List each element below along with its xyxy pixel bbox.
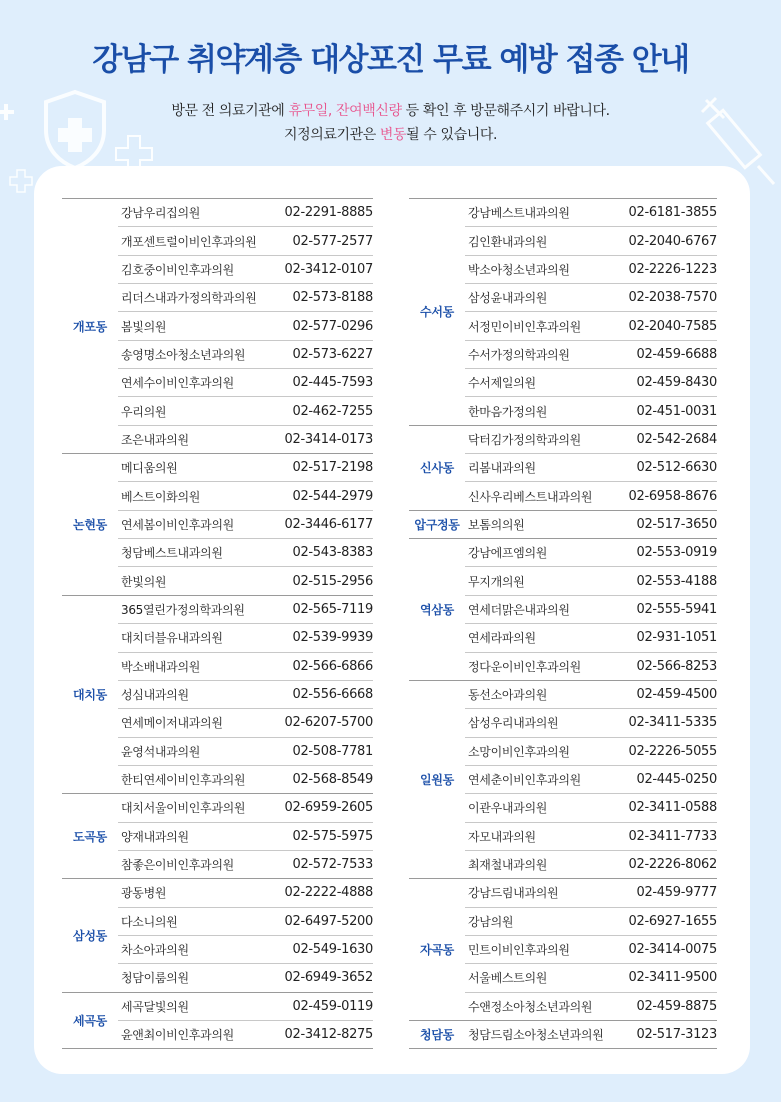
clinic-name: 박소아청소년과의원 [465,255,621,283]
clinic-name: 동선소아과의원 [465,680,621,708]
clinic-phone: 02-553-0919 [621,539,717,567]
clinic-phone: 02-459-6688 [621,340,717,368]
clinic-name: 강남에프엠의원 [465,539,621,567]
dong-label: 수서동 [409,199,465,426]
clinic-name: 윤영석내과의원 [118,737,278,765]
clinic-name: 한마음가정의원 [465,397,621,425]
clinic-row [62,199,373,227]
clinic-phone: 02-517-2198 [278,454,373,482]
clinic-name: 차소아과의원 [118,935,278,963]
clinic-name: 세곡달빛의원 [118,992,278,1020]
clinic-phone: 02-2291-8885 [278,199,373,227]
clinic-name: 대치더블유내과의원 [118,624,278,652]
clinic-name: 정다운이비인후과의원 [465,652,621,680]
clinic-name: 김인환내과의원 [465,227,621,255]
clinic-phone: 02-572-7533 [278,850,373,878]
clinic-phone: 02-3411-7733 [621,822,717,850]
clinic-name: 리봄내과의원 [465,454,621,482]
clinic-phone: 02-2038-7570 [621,284,717,312]
clinic-name: 봄빛의원 [118,312,278,340]
clinic-name: 박소배내과의원 [118,652,278,680]
clinic-name: 연세춘이비인후과의원 [465,765,621,793]
clinic-name: 연세라파의원 [465,624,621,652]
clinic-name: 이관우내과의원 [465,794,621,822]
page-title: 강남구 취약계층 대상포진 무료 예방 접종 안내 [92,42,689,78]
clinic-row [409,539,717,567]
clinic-phone: 02-3412-0107 [278,255,373,283]
clinic-name: 강남베스트내과의원 [465,199,621,227]
clinic-phone: 02-2226-5055 [621,737,717,765]
clinic-phone: 02-566-6866 [278,652,373,680]
notice-highlight: 휴무일, 잔여백신량 [288,103,402,119]
clinic-row [409,680,717,708]
clinic-phone: 02-3446-6177 [278,510,373,538]
clinic-phone: 02-556-6668 [278,680,373,708]
clinic-row [409,879,717,907]
clinic-phone: 02-6958-8676 [621,482,717,510]
clinic-row [409,425,717,453]
clinic-name: 연세수이비인후과의원 [118,369,278,397]
clinic-name: 광동병원 [118,879,278,907]
clinic-phone: 02-544-2979 [278,482,373,510]
clinic-phone: 02-539-9939 [278,624,373,652]
clinic-phone: 02-6927-1655 [621,907,717,935]
clinic-name: 서정민이비인후과의원 [465,312,621,340]
clinic-phone: 02-508-7781 [278,737,373,765]
clinic-phone: 02-6959-2605 [278,794,373,822]
clinic-phone: 02-553-4188 [621,567,717,595]
clinic-row [409,199,717,227]
clinic-phone: 02-451-0031 [621,397,717,425]
clinic-phone: 02-555-5941 [621,595,717,623]
clinic-name: 한티연세이비인후과의원 [118,765,278,793]
clinic-name: 조은내과의원 [118,425,278,453]
clinic-phone: 02-3411-0588 [621,794,717,822]
clinic-name: 개포센트럴이비인후과의원 [118,227,278,255]
clinic-phone: 02-577-0296 [278,312,373,340]
clinic-phone: 02-575-5975 [278,822,373,850]
small-plus-icon [8,168,34,194]
clinic-name: 연세메이저내과의원 [118,709,278,737]
clinic-name: 강남드림내과의원 [465,879,621,907]
notice-highlight: 변동 [379,127,407,143]
clinic-phone: 02-2226-8062 [621,850,717,878]
clinic-phone: 02-565-7119 [278,595,373,623]
clinic-name: 연세봄이비인후과의원 [118,510,278,538]
clinic-phone: 02-542-2684 [621,425,717,453]
clinic-phone: 02-462-7255 [278,397,373,425]
clinic-phone: 02-459-0119 [278,992,373,1020]
clinic-name: 무지개의원 [465,567,621,595]
clinic-name: 청담베스트내과의원 [118,539,278,567]
clinic-name: 대치서울이비인후과의원 [118,794,278,822]
clinic-name: 베스트이화의원 [118,482,278,510]
clinic-name: 수서제일의원 [465,369,621,397]
dong-label: 개포동 [62,199,118,454]
clinic-phone: 02-573-8188 [278,284,373,312]
dong-label: 삼성동 [62,879,118,992]
clinic-name: 한빛의원 [118,567,278,595]
clinic-name: 참좋은이비인후과의원 [118,850,278,878]
clinic-phone: 02-2040-6767 [621,227,717,255]
clinic-phone: 02-517-3123 [621,1020,717,1048]
clinic-row [62,992,373,1020]
clinic-phone: 02-568-8549 [278,765,373,793]
clinic-phone: 02-459-8430 [621,369,717,397]
clinic-name: 수앤정소아청소년과의원 [465,992,621,1020]
clinic-name: 보톰의의원 [465,510,621,538]
clinic-phone: 02-6497-5200 [278,907,373,935]
clinic-name: 연세더맑은내과의원 [465,595,621,623]
clinic-name: 자모내과의원 [465,822,621,850]
clinic-phone: 02-577-2577 [278,227,373,255]
dong-label: 대치동 [62,595,118,793]
clinic-name: 강남우리집의원 [118,199,278,227]
clinic-phone: 02-512-6630 [621,454,717,482]
clinic-row [62,454,373,482]
dong-label: 세곡동 [62,992,118,1049]
clinic-phone: 02-3414-0173 [278,425,373,453]
clinic-phone: 02-543-8383 [278,539,373,567]
clinic-name: 윤앤최이비인후과의원 [118,1020,278,1048]
clinic-phone: 02-6949-3652 [278,964,373,992]
clinic-name: 민트이비인후과의원 [465,935,621,963]
clinic-phone: 02-3412-8275 [278,1020,373,1048]
clinic-phone: 02-549-1630 [278,935,373,963]
clinic-name: 365열린가정의학과의원 [118,595,278,623]
clinic-name: 청담이룸의원 [118,964,278,992]
clinic-name: 청담드림소아청소년과의원 [465,1020,621,1048]
notice-text: 지정의료기관은 [283,127,380,143]
clinic-phone: 02-3411-9500 [621,964,717,992]
notice-line-1 [0,100,781,120]
clinic-name: 신사우리베스트내과의원 [465,482,621,510]
clinic-phone: 02-459-4500 [621,680,717,708]
clinic-name: 삼성우리내과의원 [465,709,621,737]
clinic-row [409,1020,717,1048]
clinic-phone: 02-459-9777 [621,879,717,907]
clinic-phone: 02-3414-0075 [621,935,717,963]
notice-text: 등 확인 후 방문해주시기 바랍니다. [401,103,610,119]
clinic-name: 수서가정의학과의원 [465,340,621,368]
clinic-name: 송영명소아청소년과의원 [118,340,278,368]
clinic-phone: 02-2222-4888 [278,879,373,907]
dong-label: 자곡동 [409,879,465,1021]
clinic-phone: 02-566-8253 [621,652,717,680]
dong-label: 청담동 [409,1020,465,1048]
clinic-phone: 02-573-6227 [278,340,373,368]
dong-label: 역삼동 [409,539,465,681]
clinic-row [62,595,373,623]
clinic-name: 강남의원 [465,907,621,935]
clinic-name: 리더스내과가정의학과의원 [118,284,278,312]
clinic-name: 최재철내과의원 [465,850,621,878]
notice-text: 될 수 있습니다. [406,127,498,143]
notice-text: 방문 전 의료기관에 [171,103,289,119]
clinic-table-right [409,198,717,1049]
clinic-phone: 02-6207-5700 [278,709,373,737]
clinic-name: 양재내과의원 [118,822,278,850]
clinic-phone: 02-2040-7585 [621,312,717,340]
clinic-phone: 02-2226-1223 [621,255,717,283]
clinic-name: 서울베스트의원 [465,964,621,992]
dong-label: 논현동 [62,454,118,596]
notice-line-2 [0,124,781,144]
dong-label: 신사동 [409,425,465,510]
clinic-phone: 02-3411-5335 [621,709,717,737]
clinic-phone: 02-931-1051 [621,624,717,652]
dong-label: 일원동 [409,680,465,878]
clinic-phone: 02-445-0250 [621,765,717,793]
dong-label: 압구정동 [409,510,465,538]
clinic-name: 소망이비인후과의원 [465,737,621,765]
clinic-name: 다소니의원 [118,907,278,935]
clinic-phone: 02-6181-3855 [621,199,717,227]
clinic-name: 성심내과의원 [118,680,278,708]
clinic-table-left [62,198,373,1049]
dong-label: 도곡동 [62,794,118,879]
clinic-phone: 02-445-7593 [278,369,373,397]
clinic-name: 닥터김가정의학과의원 [465,425,621,453]
clinic-name: 삼성윤내과의원 [465,284,621,312]
clinic-phone: 02-459-8875 [621,992,717,1020]
clinic-row [62,794,373,822]
clinic-phone: 02-517-3650 [621,510,717,538]
clinic-phone: 02-515-2956 [278,567,373,595]
clinic-row [409,510,717,538]
clinic-name: 우리의원 [118,397,278,425]
clinic-name: 메디움의원 [118,454,278,482]
clinic-name: 김호중이비인후과의원 [118,255,278,283]
clinic-row [62,879,373,907]
